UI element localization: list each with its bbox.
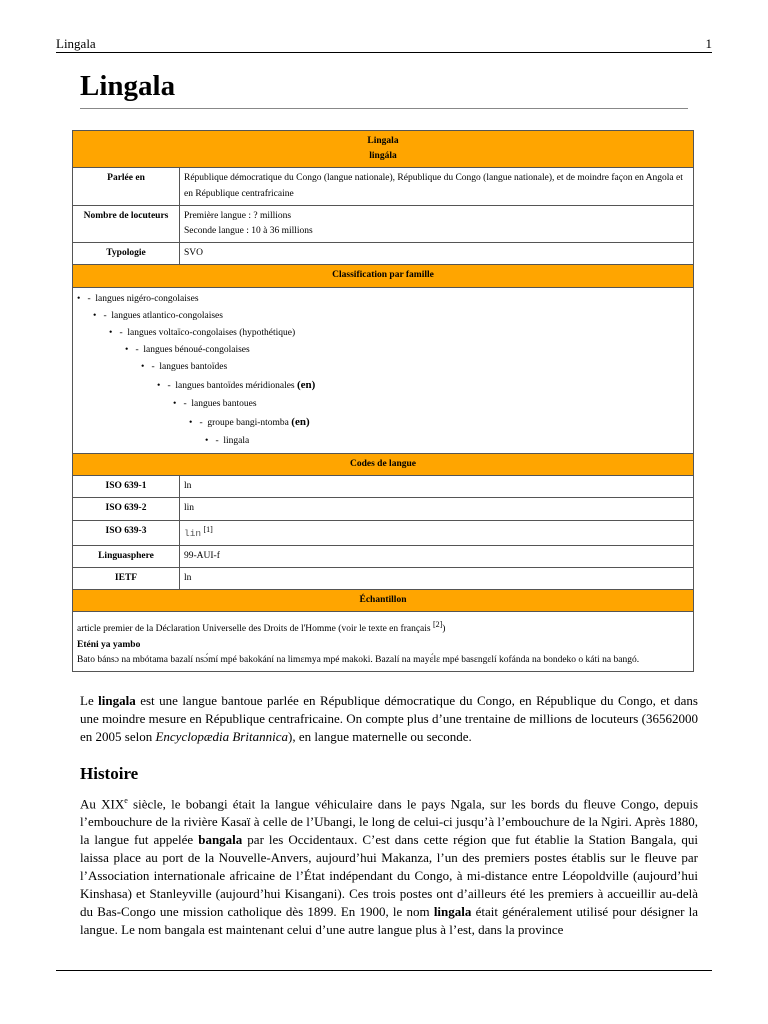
- code-label: ISO 639-2: [73, 498, 180, 520]
- code-label: ISO 639-3: [73, 520, 180, 545]
- histoire-text-4: était généralement utilisé pour désigner la langue. Le nom bangala est maintenant celui d’une autre langue plus à l’est, dans la province: [80, 904, 698, 938]
- reference-2[interactable]: [2]: [432, 620, 443, 630]
- article-title: Lingala: [80, 70, 176, 102]
- spoken-in-label: Parlée en: [73, 168, 180, 205]
- code-label: Linguasphere: [73, 545, 180, 567]
- infobox-row-spoken-in: [73, 168, 694, 205]
- histoire-bold-lingala: lingala: [433, 904, 472, 920]
- intro-text-2: est une langue bantoue parlée en République démocratique du Congo, en République du Congo, et dans une moindre mesure en République centrafricaine. On compte plus d’une trentaine de millions de locuteurs (36562000 en 2005 selon: [80, 693, 698, 744]
- classification-item: • - lingala: [205, 435, 250, 446]
- classification-link[interactable]: langues voltaïco-congolaises (hypothétique): [127, 327, 296, 338]
- intro-paragraph: [80, 692, 698, 746]
- page-number: 1: [705, 36, 712, 51]
- intro-text-1: Le: [80, 693, 99, 708]
- code-value: ln: [180, 476, 694, 498]
- sample-header: Échantillon: [73, 590, 694, 612]
- classification-link[interactable]: groupe bangi-ntomba: [207, 418, 289, 429]
- infobox-row-typology: [73, 243, 694, 265]
- infobox-row-speakers: [73, 205, 694, 242]
- classification-item: • - langues nigéro-congolaises: [77, 293, 199, 304]
- running-header: [56, 36, 712, 53]
- iso-639-3-code[interactable]: lin: [184, 527, 202, 539]
- code-row: [73, 568, 694, 590]
- footer-divider: [56, 970, 712, 971]
- classification-item: • - langues atlantico-congolaises: [93, 310, 223, 321]
- code-row: [73, 520, 694, 545]
- classification-item: • - langues bantoïdes: [141, 362, 228, 373]
- typology-value: SVO: [180, 243, 694, 265]
- infobox: [72, 130, 694, 672]
- classification-header: Classification par famille: [73, 265, 694, 287]
- intro-text-3: ), en langue maternelle ou seconde.: [287, 729, 472, 744]
- code-value: [180, 520, 694, 545]
- speakers-first-language: Première langue : ? millions: [184, 210, 292, 221]
- classification-tree: [73, 287, 694, 454]
- speakers-label: Nombre de locuteurs: [73, 205, 180, 242]
- speakers-second-language: Seconde langue : 10 à 36 millions: [184, 225, 313, 236]
- histoire-paragraph: [80, 792, 698, 939]
- code-row: [73, 545, 694, 567]
- title-divider: [80, 108, 688, 109]
- code-value: ln: [180, 568, 694, 590]
- speakers-value: [180, 205, 694, 242]
- infobox-title: [73, 131, 694, 168]
- classification-item: • - langues bénoué-congolaises: [125, 345, 250, 356]
- classification-link[interactable]: langues bantoïdes méridionales: [175, 381, 295, 392]
- classification-link[interactable]: langues bantoïdes: [159, 362, 228, 373]
- code-label: IETF: [73, 568, 180, 590]
- code-label: ISO 639-1: [73, 476, 180, 498]
- histoire-text-3: par les Occidentaux. C’est dans cette région que fut établie la Station Bangala, qui laissa place au port de la Nouvelle-Anvers, aujourd’hui Makanza, l’un des premiers postes établis sur le fleuve par l’Association internationale africaine de l’État indépendant du Congo, à mi-distance entre Léopoldville (aujourd’hui Kinshasa) et Stanleyville (aujourd’hui Kisangani). Ces trois postes ont d’ailleurs été les premiers à accueillir au-delà du Bas-Congo une mission catholique dès 1899. En 1900, le nom: [80, 832, 698, 920]
- code-row: [73, 476, 694, 498]
- header-title: Lingala: [56, 36, 96, 51]
- sample-intro: [77, 619, 689, 637]
- classification-link[interactable]: langues bénoué-congolaises: [143, 345, 250, 356]
- code-value: lin: [180, 498, 694, 520]
- sample-text: Bato bánsɔ na mbótama bazalí nsɔ́mí mpé bakokání na limɛmya mpé makoki. Bazalí na mayɛ́lɛ mpé basɛngɛlí kofánda na bondeko o káti na bangó.: [77, 655, 640, 665]
- histoire-bold-bangala: bangala: [198, 832, 243, 848]
- sample-cell: [73, 612, 694, 672]
- classification-item: • - groupe bangi-ntomba (en): [189, 416, 310, 429]
- code-value: 99-AUI-f: [180, 545, 694, 567]
- century-superscript: e: [124, 796, 128, 805]
- infobox-name: Lingala: [367, 136, 399, 146]
- sample-close: ): [442, 624, 446, 635]
- classification-item: • - langues voltaïco-congolaises (hypothétique): [109, 327, 296, 338]
- infobox-native-name: lingála: [369, 151, 397, 162]
- classification-link[interactable]: langues nigéro-congolaises: [95, 293, 199, 304]
- sample-title: Eténi ya yambo: [77, 639, 141, 650]
- spoken-in-value: République démocratique du Congo (langue nationale), République du Congo (langue nationale), et de moindre façon en Angola et en République centrafricaine: [180, 168, 694, 205]
- sample-intro-text: article premier de la Déclaration Universelle des Droits de l'Homme (voir le texte en français: [77, 624, 431, 635]
- classification-link[interactable]: langues bantoues: [191, 399, 257, 410]
- codes-header: Codes de langue: [73, 454, 694, 476]
- intro-bold-term: lingala: [98, 693, 136, 708]
- reference-1[interactable]: [1]: [203, 524, 213, 534]
- english-link[interactable]: (en): [297, 379, 316, 392]
- classification-link[interactable]: lingala: [223, 435, 250, 446]
- classification-link[interactable]: langues atlantico-congolaises: [111, 310, 223, 321]
- section-heading-histoire: Histoire: [80, 764, 139, 783]
- britannica-link[interactable]: Encyclopædia Britannica: [155, 729, 288, 744]
- histoire-text-2: siècle, le bobangi était la langue véhiculaire dans le pays Ngala, sur les bords du fleuve Congo, depuis l’embouchure de la rivière Kasaï à celle de l’Ubangi, le long de celui-ci jusqu’à l’embouchure de la Ngiri. Après 1880, la langue fut appelée: [80, 796, 699, 848]
- classification-item: • - langues bantoïdes méridionales (en): [157, 379, 316, 392]
- typology-label: Typologie: [73, 243, 180, 265]
- classification-item: • - langues bantoues: [173, 399, 257, 410]
- english-link[interactable]: (en): [291, 416, 310, 429]
- code-row: [73, 498, 694, 520]
- histoire-text-1: Au XIX: [80, 796, 125, 812]
